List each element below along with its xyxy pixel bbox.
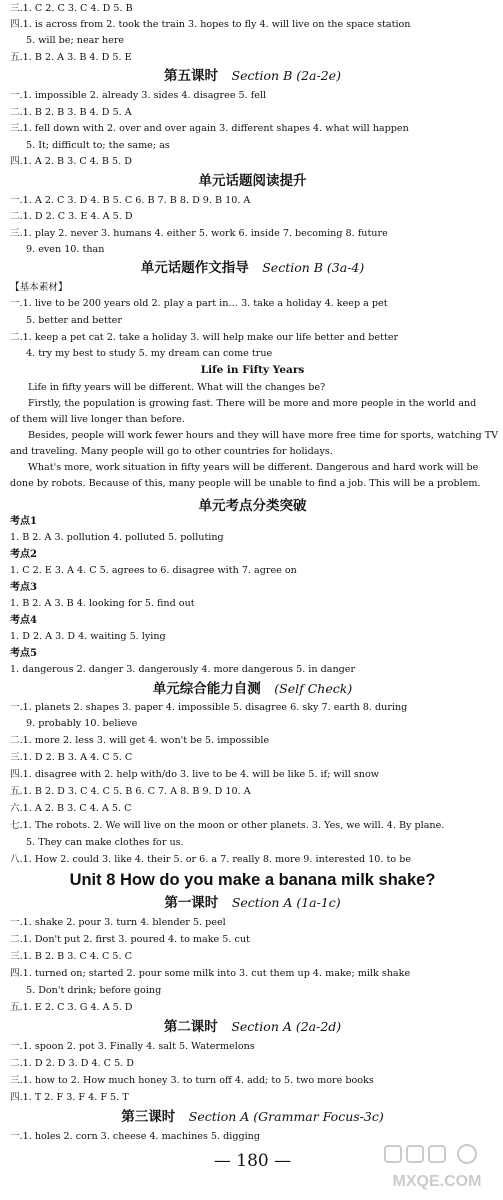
answer-line: and traveling. Many people will go to other countries for holidays. [10,446,333,457]
answer-line: 七.1. The robots. 2. We will live on the moon or other planets. 3. Yes, we will. 4. By plane. [10,820,445,831]
section-heading-cn: 第五课时 [164,68,219,84]
section-heading [10,1108,495,1126]
answer-line: 5. will be; near here [26,35,125,46]
answer-line: 【基本素材】 [10,282,68,293]
watermark-text: MXQE.COM [392,1173,482,1190]
answer-line: 1. C 2. E 3. A 4. C 5. agrees to 6. disagree with 7. agree on [10,565,297,576]
answer-line: 一.1. spoon 2. pot 3. Finally 4. salt 5. Watermelons [10,1041,255,1052]
section-heading-en: Section A (1a-1c) [231,895,341,910]
answer-line: Firstly, the population is growing fast. There will be more and more people in the world and [28,398,477,409]
answer-line: 三.1. D 2. B 3. A 4. C 5. C [10,752,133,763]
answer-line: 一.1. impossible 2. already 3. sides 4. disagree 5. fell [10,90,267,101]
answer-line: 1. B 2. A 3. pollution 4. polluted 5. polluting [10,532,224,543]
answer-line: What's more, work situation in fifty years will be different. Dangerous and hard work will be [28,462,479,473]
section-heading-cn: 第二课时 [163,1019,218,1035]
answer-line: Life in fifty years will be different. What will the changes be? [28,382,326,393]
kaodian-label: 考点2 [10,549,37,560]
answer-line: 八.1. How 2. could 3. like 4. their 5. or 6. a 7. really 8. more 9. interested 10. to be [10,854,412,865]
answer-line: 4. try my best to study 5. my dream can come true [26,348,273,359]
section-heading [10,259,495,277]
section-heading-cn: 单元话题作文指导 [140,260,249,276]
answer-line: 四.1. A 2. B 3. C 4. B 5. D [10,156,132,167]
section-heading-en: Section A (2a-2d) [231,1019,342,1034]
essay-title: Life in Fifty Years [200,364,305,376]
answer-line: 三.1. how to 2. How much honey 3. to turn off 4. add; to 5. two more books [10,1075,374,1086]
answer-line: of them will live longer than before. [10,414,185,425]
answer-line: 四.1. T 2. F 3. F 4. F 5. T [10,1092,129,1103]
section-heading-cn: 单元话题阅读提升 [198,173,307,189]
answer-line: 一.1. A 2. C 3. D 4. B 5. C 6. B 7. B 8. D 9. B 10. A [10,195,251,206]
answer-line: 9. probably 10. believe [26,718,138,729]
page-number: — 180 — [213,1151,292,1171]
answer-line: 四.1. turned on; started 2. pour some milk into 3. cut them up 4. make; milk shake [10,968,411,979]
kaodian-label: 考点1 [10,516,37,527]
answer-line: 5. It; difficult to; the same; as [26,140,170,151]
answer-line: 5. They can make clothes for us. [26,837,184,848]
answer-line: 5. better and better [26,315,122,326]
kaodian-label: 考点4 [10,615,37,626]
section-heading [10,680,495,698]
answer-line: 五.1. E 2. C 3. G 4. A 5. D [10,1002,133,1013]
answer-line: 五.1. B 2. A 3. B 4. D 5. E [10,52,132,63]
section-heading-cn: 单元综合能力自测 [152,681,261,697]
section-heading [10,172,495,190]
answer-line: 四.1. is across from 2. took the train 3. hopes to fly 4. will live on the space station [10,19,411,30]
section-heading-en: Section B (2a-2e) [231,68,341,83]
answer-line: 一.1. planets 2. shapes 3. paper 4. impossible 5. disagree 6. sky 7. earth 8. during [10,702,408,713]
section-heading [10,894,495,912]
answer-line: 一.1. holes 2. corn 3. cheese 4. machines 5. digging [10,1131,260,1142]
answer-line: 六.1. A 2. B 3. C 4. A 5. C [10,803,132,814]
answer-line: 三.1. play 2. never 3. humans 4. either 5. work 6. inside 7. becoming 8. future [10,228,388,239]
answer-line: Besides, people will work fewer hours and they will have more free time for sports, watching TV [28,430,499,441]
section-heading [10,67,495,85]
answer-line: 二.1. more 2. less 3. will get 4. won't be 5. impossible [10,735,270,746]
answer-line: 二.1. keep a pet cat 2. take a holiday 3. will help make our life better and better [10,332,399,343]
answer-line: 三.1. C 2. C 3. C 4. D 5. B [10,3,133,14]
section-heading [10,497,495,515]
answer-line: 9. even 10. than [26,244,105,255]
kaodian-label: 考点5 [10,648,37,659]
section-heading-en: Section A (Grammar Focus-3c) [188,1109,384,1124]
answer-line: 二.1. D 2. C 3. E 4. A 5. D [10,211,133,222]
section-heading-en: Section B (3a-4) [262,260,365,275]
section-heading-cn: 第一课时 [164,895,219,911]
answer-line: 5. Don't drink; before going [26,985,162,996]
answer-line: 五.1. B 2. D 3. C 4. C 5. B 6. C 7. A 8. B 9. D 10. A [10,786,251,797]
section-heading-en: (Self Check) [274,681,353,696]
kaodian-label: 考点3 [10,582,37,593]
answer-line: 1. D 2. A 3. D 4. waiting 5. lying [10,631,166,642]
answer-line: 1. B 2. A 3. B 4. looking for 5. find out [10,598,195,609]
answer-line: 四.1. disagree with 2. help with/do 3. live to be 4. will be like 5. if; will snow [10,769,379,780]
section-heading [10,1018,495,1036]
watermark-logo [377,1142,497,1194]
section-heading-cn: 第三课时 [121,1109,176,1125]
section-heading-cn: 单元考点分类突破 [198,498,307,514]
answer-line: 一.1. live to be 200 years old 2. play a part in… 3. take a holiday 4. keep a pet [10,298,388,309]
answer-line: 二.1. D 2. D 3. D 4. C 5. D [10,1058,134,1069]
answer-line: 二.1. Don't put 2. first 3. poured 4. to make 5. cut [10,934,250,945]
answer-line: done by robots. Because of this, many people will be unable to find a job. This will be a problem. [10,478,481,489]
answer-line: 三.1. fell down with 2. over and over again 3. different shapes 4. what will happen [10,123,409,134]
answer-line: 三.1. B 2. B 3. C 4. C 5. C [10,951,132,962]
unit-title: Unit 8 How do you make a banana milk shake? [69,871,436,889]
answer-line: 1. dangerous 2. danger 3. dangerously 4. more dangerous 5. in danger [10,664,356,675]
answer-line: 二.1. B 2. B 3. B 4. D 5. A [10,107,132,118]
answer-line: 一.1. shake 2. pour 3. turn 4. blender 5. peel [10,917,226,928]
